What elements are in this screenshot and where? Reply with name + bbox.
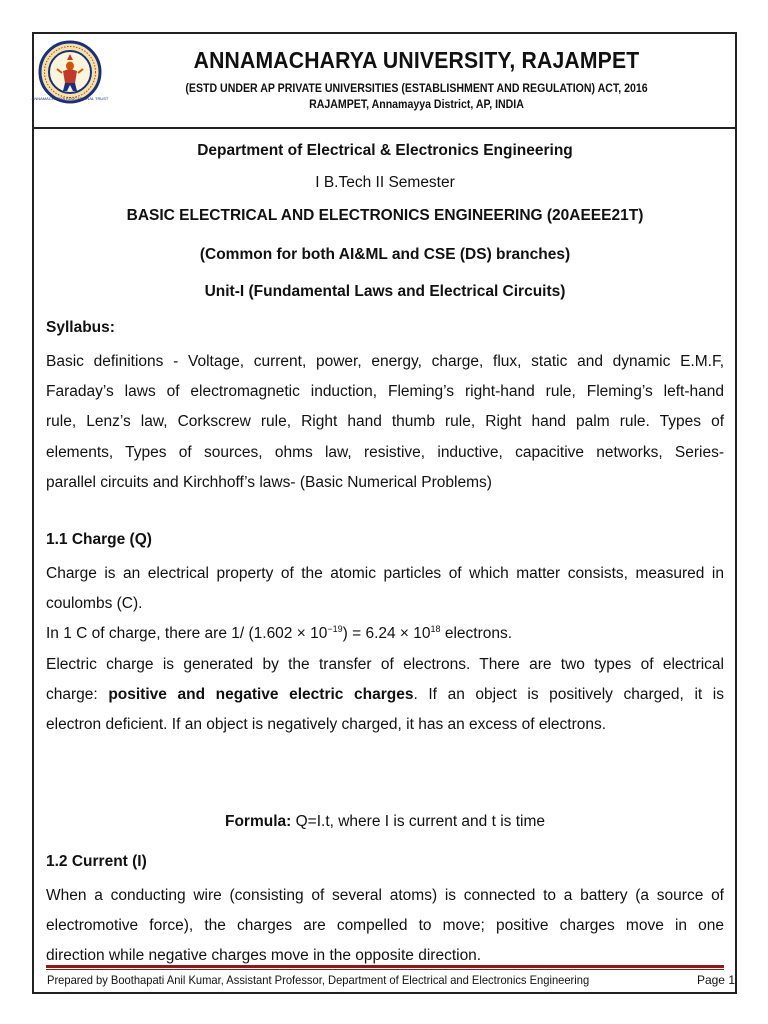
syllabus-line: rule, Lenz’s law, Corkscrew rule, Right hand thumb rule, Right hand palm rule. Types of: [46, 413, 724, 431]
current-heading: 1.2 Current (I): [46, 853, 147, 870]
syllabus-text: [46, 347, 724, 498]
syllabus-heading: Syllabus:: [46, 319, 115, 336]
page-footer: [47, 973, 735, 987]
seal-text: ANNAMACHARYA EDUCATIONAL TRUST: [31, 96, 109, 101]
charge-heading: 1.1 Charge (Q): [46, 531, 152, 548]
semester-label: I B.Tech II Semester: [315, 174, 455, 191]
charge-formula: Formula: Q=I.t, where I is current and t is time: [224, 813, 545, 830]
footer-rule: [46, 965, 724, 968]
syllabus-line: elements, Types of sources, ohms law, resistive, inductive, capacitive networks, Series-: [46, 443, 724, 461]
page-frame: [32, 32, 737, 994]
charge-definition: [46, 559, 724, 740]
unit-title: Unit-I (Fundamental Laws and Electrical Circuits): [204, 283, 566, 300]
charge-types-line: charge: positive and negative electric charges. If an object is positively charged, it is: [46, 685, 724, 703]
charge-electrons-line: In 1 C of charge, there are 1/ $(1.602 \times 10^{-19}) = 6.24 \times 10^{18}$ electrons.: [46, 624, 513, 643]
footer-rule-thin: [46, 969, 724, 970]
university-seal-icon: [31, 40, 109, 104]
current-line: direction while negative charges move in the opposite direction.: [46, 947, 482, 965]
charge-line: Charge is an electrical property of the atomic particles of which matter consists, measured in: [46, 565, 724, 582]
syllabus-line: Faraday’s laws of electromagnetic induction, Fleming’s right-hand rule, Fleming’s left-hand: [46, 383, 724, 401]
syllabus-line: parallel circuits and Kirchhoff’s laws- (Basic Numerical Problems): [46, 473, 492, 491]
current-definition: [46, 881, 724, 972]
charge-line: coulombs (C).: [46, 595, 143, 613]
course-title: BASIC ELECTRICAL AND ELECTRONICS ENGINEERING (20AEEE21T): [126, 207, 644, 224]
syllabus-line: Basic definitions - Voltage, current, power, energy, charge, flux, static and dynamic E.M.F,: [46, 353, 724, 370]
establishment-note: (ESTD UNDER AP PRIVATE UNIVERSITIES (ESTABLISHMENT AND REGULATION) ACT, 2016: [185, 83, 648, 95]
department-heading: Department of Electrical & Electronics Engineering: [197, 142, 573, 159]
university-address: RAJAMPET, Annamayya District, AP, INDIA: [309, 99, 524, 111]
branches-note: (Common for both AI&ML and CSE (DS) branches): [199, 246, 571, 263]
university-name: ANNAMACHARYA UNIVERSITY, RAJAMPET: [193, 47, 640, 73]
charge-line: electron deficient. If an object is negatively charged, it has an excess of electrons.: [46, 716, 607, 734]
current-line: electromotive force), the charges are compelled to move; positive charges move in one: [46, 917, 724, 935]
footer-author: Prepared by Boothapati Anil Kumar, Assistant Professor, Department of Electrical and Electronics Engineering: [47, 973, 590, 987]
document-header: [31, 34, 735, 129]
current-line: When a conducting wire (consisting of several atoms) is connected to a battery (a source of: [46, 887, 724, 904]
charge-line: Electric charge is generated by the transfer of electrons. There are two types of electrical: [46, 655, 724, 673]
page-number: Page 1: [696, 973, 735, 987]
